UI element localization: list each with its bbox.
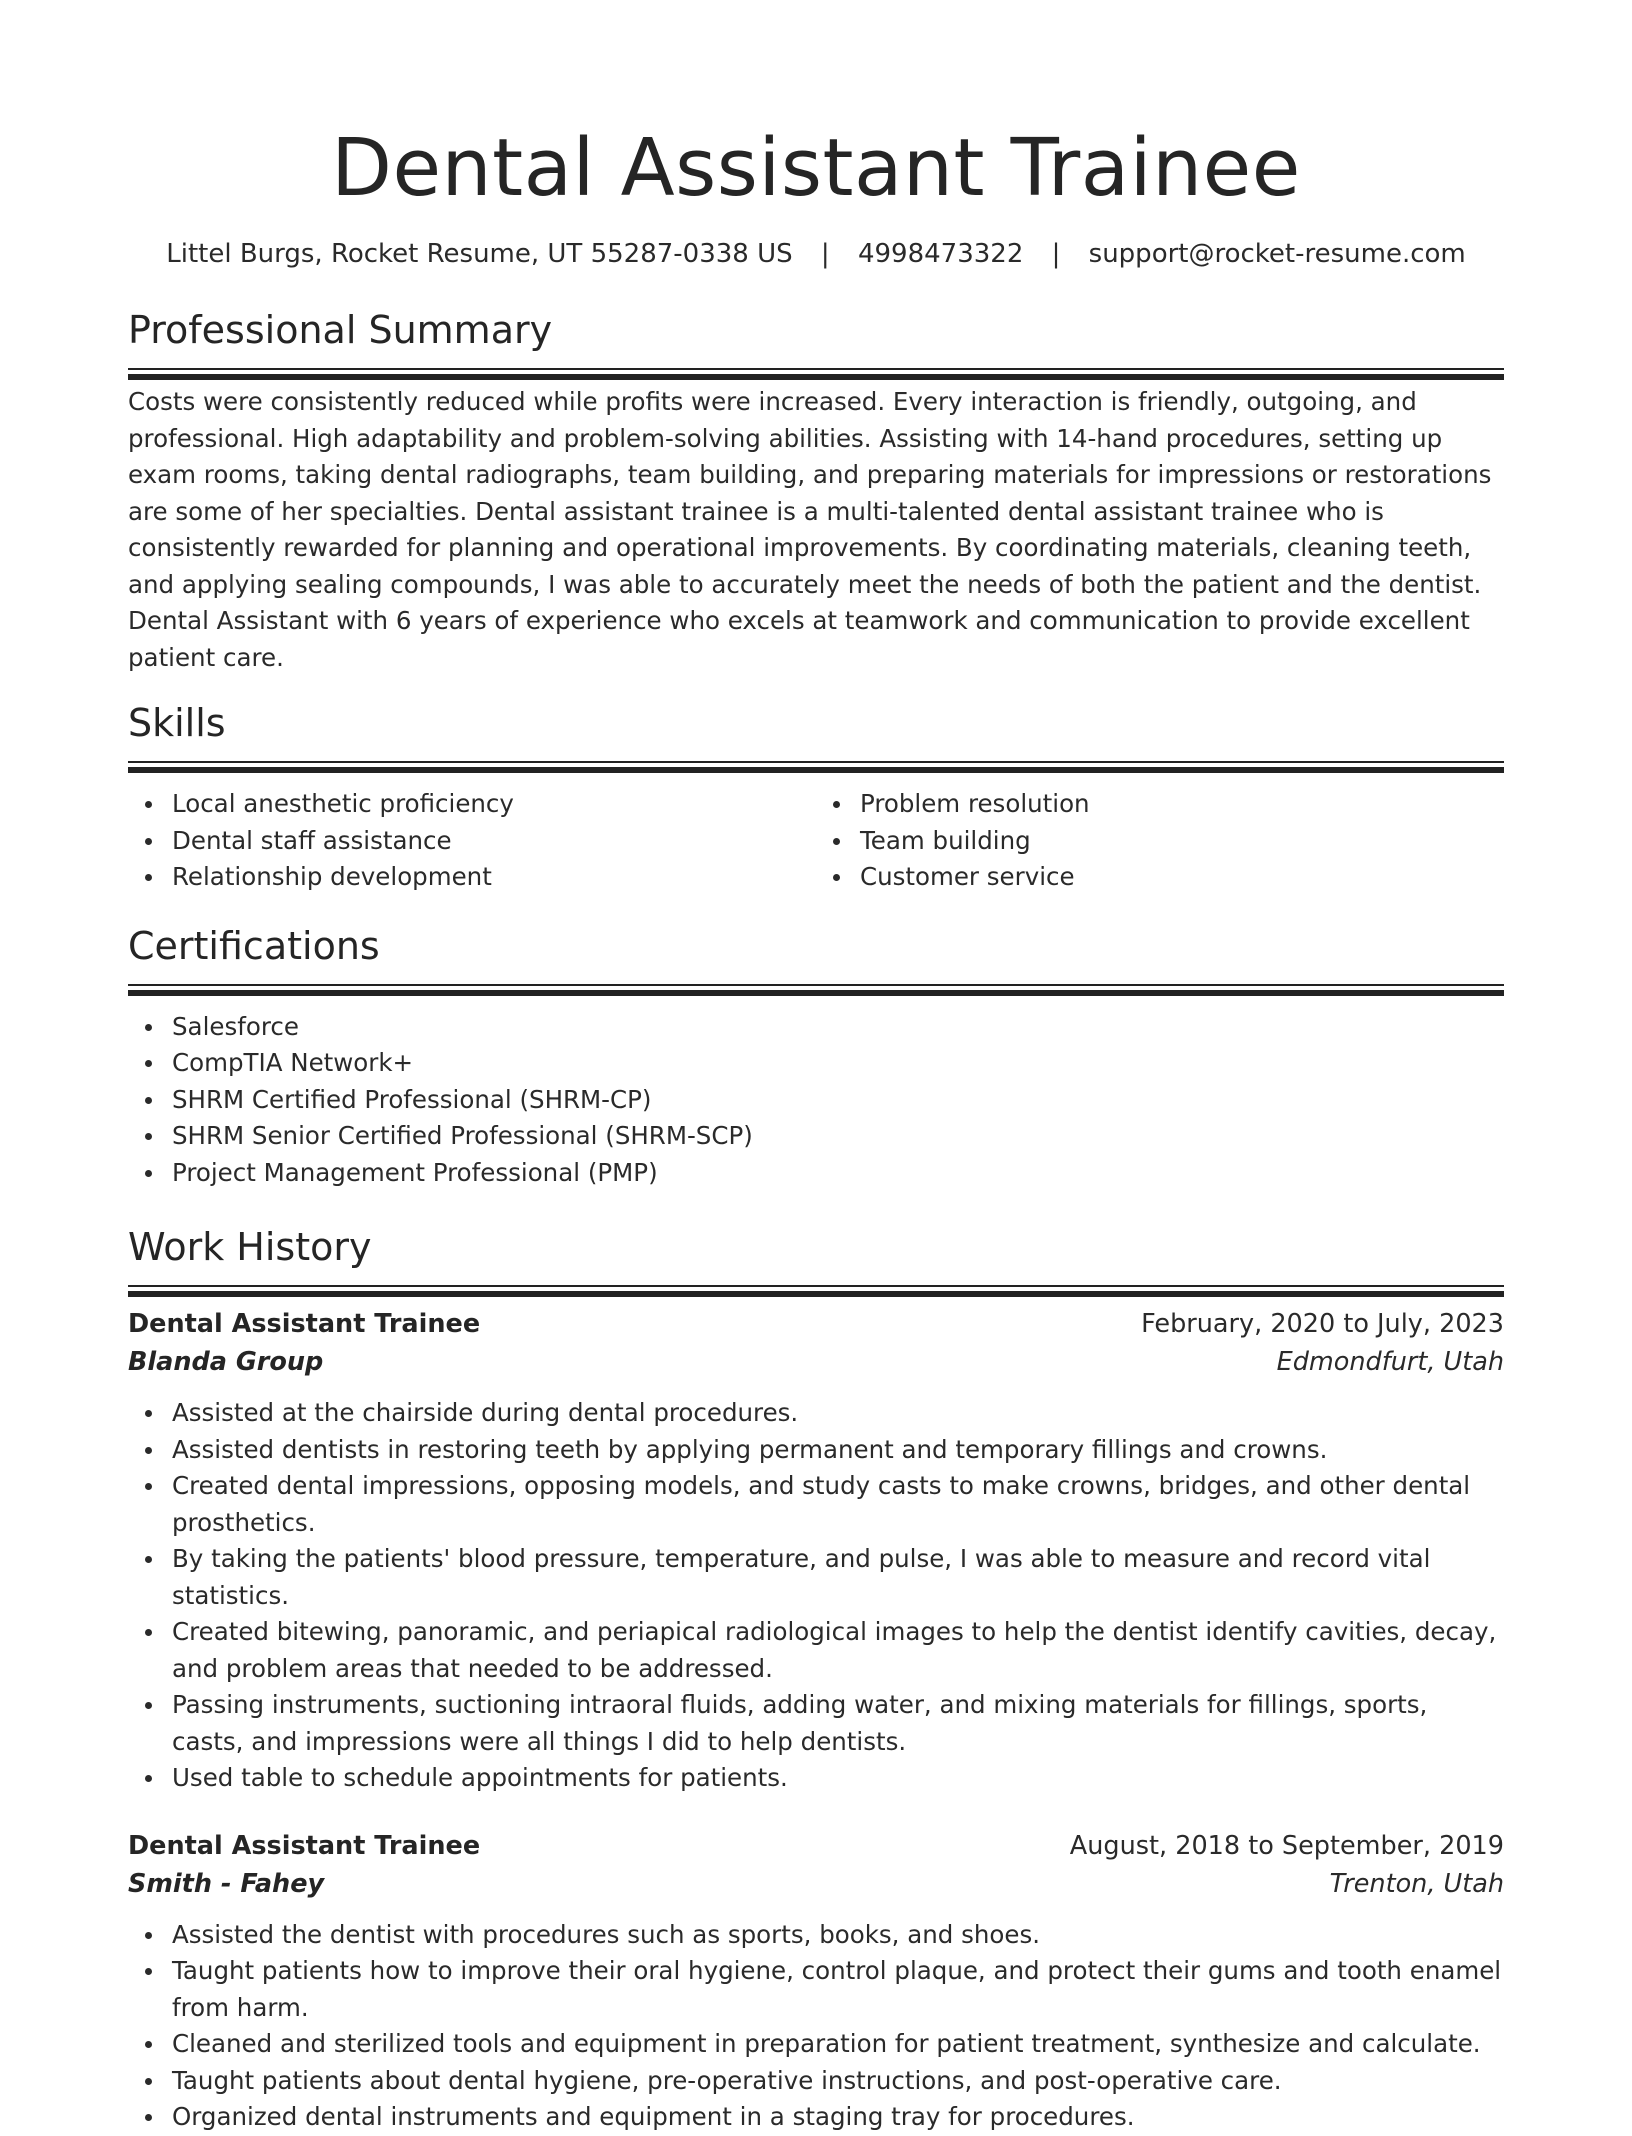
section-divider [128,761,1504,763]
job-location: Edmondfurt, Utah [1276,1347,1504,1377]
section-title-skills: Skills [128,701,226,745]
job-bullet: Used table to schedule appointments for patients. [172,1760,1504,1797]
skills-list-left [128,786,816,896]
skills-columns [128,786,1504,896]
skills-list-right [816,786,1504,896]
certification-item: SHRM Certified Professional (SHRM-CP) [172,1082,1504,1119]
section-divider [128,368,1504,370]
job-title: Dental Assistant Trainee [128,1309,481,1339]
job-bullet: Taught patients how to improve their oral hygiene, control plaque, and protect their gums and tooth enamel from harm. [172,1953,1504,2026]
skill-item: Dental staff assistance [172,823,816,860]
job-bullets [128,1395,1504,1797]
contact-address: Littel Burgs, Rocket Resume, UT 55287-0338 US [166,239,793,269]
job-entry [128,1827,1504,2136]
job-company: Blanda Group [128,1347,324,1377]
certification-item: CompTIA Network+ [172,1045,1504,1082]
certification-item: Salesforce [172,1009,1504,1046]
skill-item: Customer service [860,859,1504,896]
job-bullet: By taking the patients' blood pressure, temperature, and pulse, I was able to measure and record vital statistics. [172,1541,1504,1614]
certifications-list [128,1009,1504,1192]
job-bullet: Created dental impressions, opposing models, and study casts to make crowns, bridges, and other dental prosthetics. [172,1468,1504,1541]
job-company: Smith - Fahey [128,1868,325,1899]
section-title-work-history: Work History [128,1225,372,1269]
section-divider [128,984,1504,986]
job-bullet: Passing instruments, suctioning intraoral fluids, adding water, and mixing materials for fillings, sports, casts, and impressions were all things I did to help dentists. [172,1687,1504,1760]
job-subheader [128,1343,1504,1381]
summary-section [128,306,1504,676]
section-title-certifications: Certifications [128,923,380,968]
job-subheader [128,1865,1504,1903]
job-bullet: Assisted at the chairside during dental procedures. [172,1395,1504,1432]
work-history-section [128,1223,1504,2136]
certification-item: SHRM Senior Certified Professional (SHRM-SCP) [172,1118,1504,1155]
contact-line [128,236,1504,272]
resume-name: Dental Assistant Trainee [331,122,1301,214]
job-bullet: Assisted dentists in restoring teeth by applying permanent and temporary fillings and crowns. [172,1432,1504,1469]
contact-phone: 4998473322 [857,239,1024,269]
contact-separator: | [820,239,830,269]
job-entry [128,1305,1504,1797]
resume-page [128,0,1504,2136]
skill-item: Team building [860,823,1504,860]
job-header [128,1827,1504,1865]
job-bullet: Organized dental instruments and equipment in a staging tray for procedures. [172,2099,1504,2136]
skill-item: Relationship development [172,859,816,896]
skills-section [128,699,1504,896]
contact-email: support@rocket-resume.com [1088,239,1466,269]
job-header [128,1305,1504,1343]
section-title-summary: Professional Summary [128,308,553,352]
job-bullet: Cleaned and sterilized tools and equipment in preparation for patient treatment, synthesize and calculate. [172,2026,1504,2063]
section-divider [128,1285,1504,1287]
summary-text: Costs were consistently reduced while profits were increased. Every interaction is friendly, outgoing, and professional. High adaptability and problem-solving abilities. Assisting with 14-hand procedures, setting up exam rooms, taking dental radiographs, team building, and preparing materials for impressions or restorations are some of her specialties. Dental assistant trainee is a multi-talented dental assistant trainee who is consistently rewarded for planning and operational improvements. By coordinating materials, cleaning teeth, and applying sealing compounds, I was able to accurately meet the needs of both the patient and the dentist. Dental Assistant with 6 years of experience who excels at teamwork and communication to provide excellent patient care. [128,387,1492,672]
skill-item: Local anesthetic proficiency [172,786,816,823]
contact-separator: | [1051,239,1061,269]
job-bullet: Taught patients about dental hygiene, pre-operative instructions, and post-operative care. [172,2063,1504,2100]
certifications-section [128,922,1504,1192]
job-title: Dental Assistant Trainee [128,1830,481,1861]
job-dates: August, 2018 to September, 2019 [1069,1830,1504,1861]
certification-item: Project Management Professional (PMP) [172,1155,1504,1192]
job-dates: February, 2020 to July, 2023 [1141,1309,1504,1339]
job-bullets [128,1917,1504,2136]
job-bullet: Assisted the dentist with procedures such as sports, books, and shoes. [172,1917,1504,1954]
skill-item: Problem resolution [860,786,1504,823]
job-bullet: Created bitewing, panoramic, and periapical radiological images to help the dentist identify cavities, decay, and problem areas that needed to be addressed. [172,1614,1504,1687]
job-location: Trenton, Utah [1329,1868,1504,1899]
